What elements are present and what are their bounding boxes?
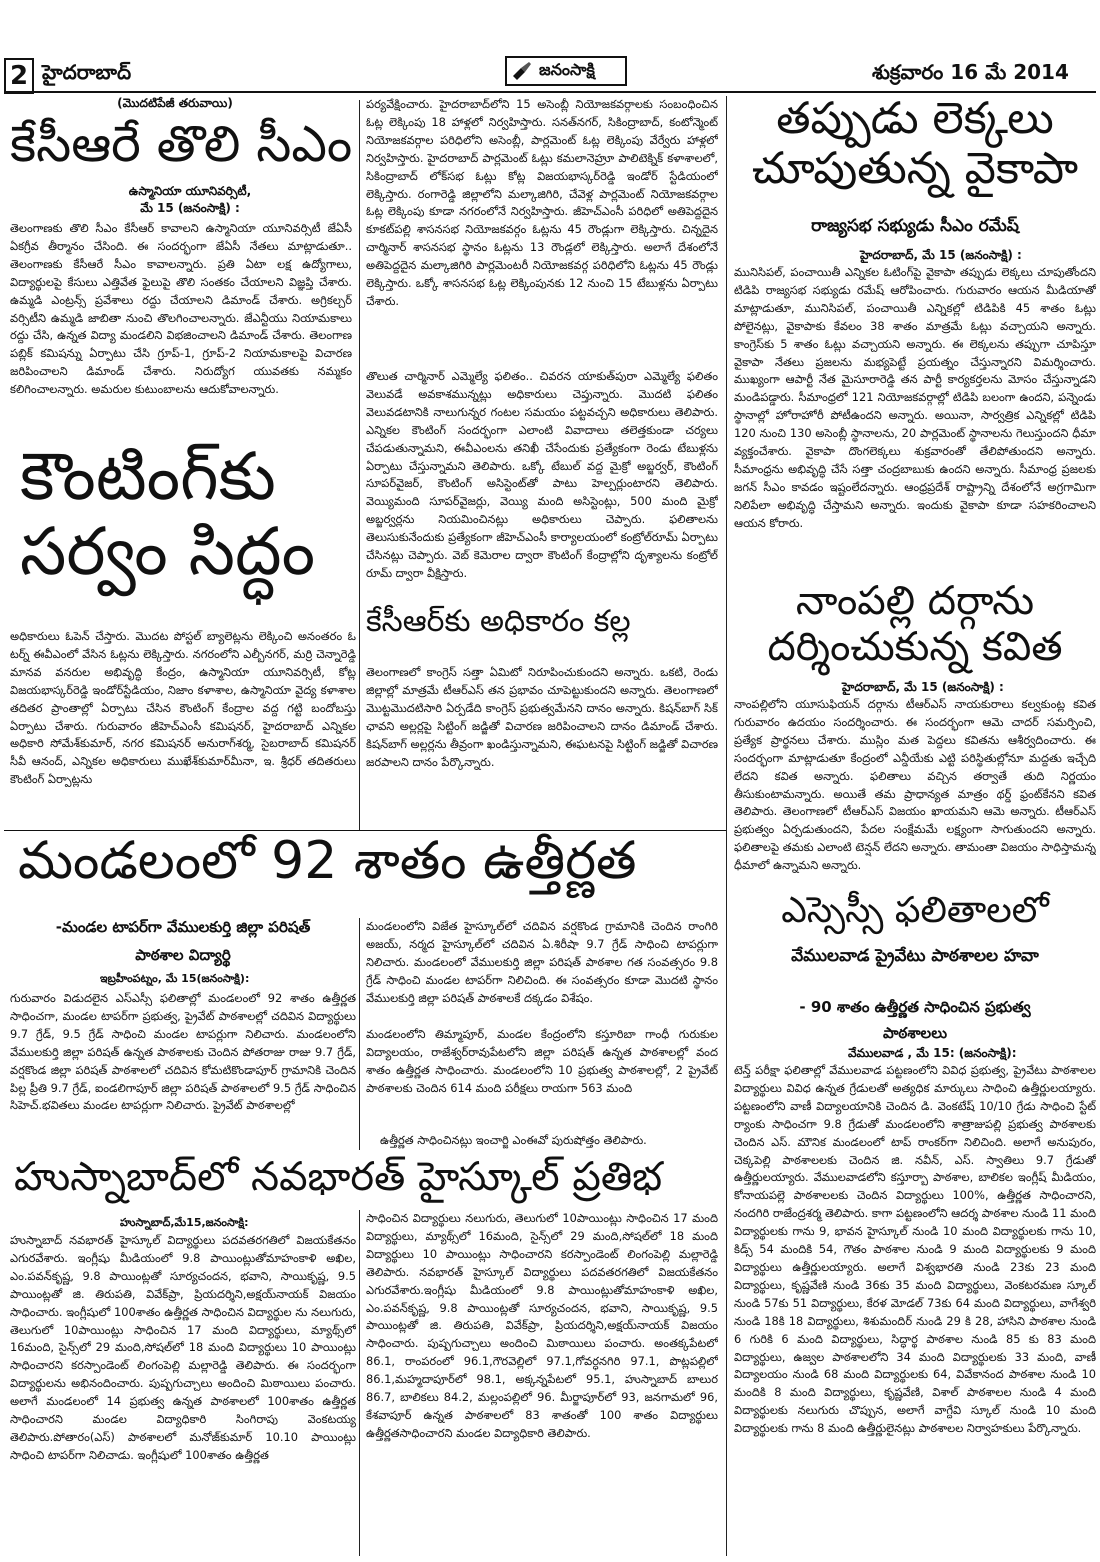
article-body: టెన్త్ పరీక్షా ఫలితాల్లో వేములవాడ పట్టణంలోని వివిధ ప్రభుత్వ, ప్రైవేటు పాఠశాలల విద్యార్థులు వివిధ ఉన్నత గ్రేడులతో అత్యధిక మార్కులు సాధించి ఉత్తీర్ణులయ్యారు. పట్టణంలోని వాణీ విద్యాలయానికి చెందిన డి. వెంకటేష్ 10/10 గ్రేడు సాధించి స్టేట్ ర్యాంకు సాధించగా 9.8 గ్రేడుతో మండలంలోని శాత్రాజుపల్లి ప్రభుత్వ పాఠశాలకు చెందిన ఎస్. మౌనిక మండలంలో టాప్ రాంకర్‌గా నిలిచింది. అలాగే అనుపురం, చెక్కపెల్లి పాఠశాలలకు చెందిన జి. నవీన్, ఎస్. స్వాతిలు 9.7 గ్రేడుతో ఉత్తీర్ణులయ్యారు. వేములవాడలోని కస్తూర్బా పాఠశాల, బాలికల ఇంగ్లీష్ మీడియం, కోనాయపల్లె పాఠశాలలకు చెందిన విద్యార్థులు 100%, ఉత్తీర్ణత సాధించారని, నందగిరి రాజేంద్రశర్మ తెలిపారు. కాగా పట్టణంలోని ఆదర్శ పాఠశాల నుండి 11 మంది విద్యార్థులకు గాను 9, భావన హైస్కూల్ నుండి 10 మంది విద్యార్థులకు గాను 10, కిడ్స్ 54 మందికి 54, గౌతం పాఠశాల నుండి 9 మంది విద్యార్థులకు 9 మంది విద్యార్థులు ఉత్తీర్ణులయ్యారు. అలాగే విశ్వభారతి నుండి 23కు 23 మంది విద్యార్థులు, కృష్ణవేణి నుండి 36కు 35 మంది విద్యార్థులు, వెంకటరమణ స్కూల్ నుండి 57కు 51 విద్యార్థులు, కేరళ మోడల్ 73కు 64 మంది విద్యార్థులు, వాగేశ్వరి నుండి 18కి 18 విద్యార్థులు, శిశుమందిర్ నుండి 29 కి 28, హాసిని పాఠశాల నుండి 6 గురికి 6 మంది విద్యార్థులు, సిద్ధార్థ పాఠశాల నుండి 85 కు 83 మంది విద్యార్థులు, ఉజ్వల పాఠశాలలోని 34 మంది విద్యార్థులకు 33 మంది, వాణీ విద్యాలయం నుండి 68 మంది విద్యార్థులకు 64, వివేకానంద పాఠశాల నుండి 10 మందికి 8 మంది విద్యార్థులు, కృష్ణవేణి, విశాల్ పాఠశాలల నుండి 4 మంది విద్యార్థులకు నలుగురు చొప్పున, అలాగే వాగ్దేవి స్కూల్ నుండి 10 మంది విద్యార్థులకు గాను 8 మంది ఉత్తీర్ణులైనట్లు పాఠశాలల నిర్వాహకులు పేర్కొన్నారు.: [734, 1063, 1096, 1436]
headline-line: నాంపల్లి దర్గాను: [795, 578, 1035, 624]
article-headline: [20, 438, 350, 591]
article-headline: [734, 93, 1096, 195]
column-rule: [359, 100, 360, 830]
article-body: నాంపల్లిలోని యూసుఫియన్ దర్గాను టీఆర్ఎస్ నాయకురాలు కల్వకుంట్ల కవిత గురువారం ఉదయం సందర్శించారు. ఈ సందర్భంగా ఆమె చాదర్ సమర్పించి, ప్రత్యేక ప్రార్థనలు చేశారు. ముస్లిం మత పెద్దలు కవితను ఆశీర్వదించారు. ఈ సందర్భంగా మాట్లాడుతూ కేంద్రంలో ఎన్డీయేకు ఎట్టి పరిస్థితుల్లోనూ మద్దతు ఇచ్చేది లేదని కవిత అన్నారు. ఫలితాలు వచ్చిన తర్వాతే తుది నిర్ణయం తీసుకుంటామన్నారు. అయితే తమ ప్రాధాన్యత మాత్రం థర్డ్ ఫ్రంట్‌కేనని కవిత తెలిపారు. తెలంగాణలో టీఆర్ఎస్ విజయం ఖాయమని ఆమె అన్నారు. టీఆర్ఎస్ ప్రభుత్వం ఏర్పడుతుందని, పేదల సంక్షేమమే లక్ష్యంగా సాగుతుందని అన్నారు. ఫలితాలపై తమకు ఎలాంటి టెన్షన్ లేదని అన్నారు. తామంతా విజయం సాధిస్తామన్న ధీమాలో ఉన్నామని అన్నారు.: [734, 697, 1096, 873]
headline-line: దర్శించుకున్న కవిత: [767, 624, 1063, 670]
article-body: హుస్నాబాద్ నవభారత్ హైస్కూల్ విద్యార్థులు పదవతరగతిలో విజయకేతనం ఎగురవేశారు. ఇంగ్లీషు మీడియంలో 9.8 పాయింట్లుతోమాహంకాళి అఖిల, ఎం.పవన్‌కృష్ణ, 9.8 పాయింట్లతో సూర్యచందన, భవాని, సాయికృష్ణ, 9.5 పాయింట్లతో జి. తిరుపతి, వివేక్‌ప్రా, ప్రియదర్శిని,అక్షయ్‌నాయక్ విజయం సాధించారు. ఇంగ్లీషులో 100శాతం ఉత్తీర్ణత సాధించిన విద్యార్థుల ను నలుగురు, తెలుగులో 10పాయింట్లు సాధించిన 17 మంది విద్యార్థులు, మ్యాథ్స్‌లో 16మంది, సైన్స్‌లో 29 మంది,సోషల్‌లో 18 మంది విద్యార్థులు 10 పాయింట్లు సాధించారని కరస్పాండెంట్ లింగంపెల్లి మల్లారెడ్డి తెలిపారు. ఈ సందర్భంగా విద్యార్థులను అభినందించారు. పుష్పగుచ్చాలు అందించి మిఠాయిలు పంచారు. అలాగే మండలంలో 14 ప్రభుత్వ ఉన్నత పాఠశాలలో 100శాతం ఉత్తీర్ణత సాధించారని మండల విద్యాధికారి సింగిరాపు వెంకటయ్య తెలిపారు.పోతారం(ఎస్) పాఠశాలలో మనోజ్‌కుమార్ 10.10 పాయింట్లు సాధించి టాపర్‌గా నిలిచాడు. ఇంగ్లీషులో 100శాతం ఉత్తీర్ణత: [10, 1233, 356, 1462]
column-rule: [726, 96, 727, 1556]
article-body: ఉత్తీర్ణత సాధించినట్లు ఇంచార్జి ఎంఈవో పురుషోత్తం తెలిపారు.: [380, 1133, 647, 1147]
article-body: తొలుత చార్మినార్ ఎమ్మెల్యే ఫలితం.. చివరన యాకుత్‌పురా ఎమ్మెల్యే ఫలితం వెలువడే అవకాశమున్నట్లు అధికారులు చెప్తున్నారు. మొదటి ఫలితం వెలువడటానికి నాలుగున్నర గంటల సమయం పట్టవచ్చని అధికారులు తెలిపారు. ఎన్నికల కౌంటింగ్ సందర్భంగా ఎలాంటి వివాదాలు తలెత్తకుండా చర్యలు చేపడుతున్నామని, ఈవీఎంలను తనిఖీ చేసేందుకు ప్రత్యేకంగా రెండు టేబుళ్లను ఏర్పాటు చేస్తున్నామని తెలిపారు. ఒక్కో టేబుల్ వద్ద మైక్రో అబ్జర్వర్, కౌంటింగ్ సూపర్‌వైజర్, కౌంటింగ్ అసిస్టెంట్‌తో పాటు హెల్పర్లుంటారని తెలిపారు. వెయ్యిమంది సూపర్‌వైజర్లు, వెయ్యి మంది అసిస్టెంట్లు, 500 మంది మైక్రో అబ్జర్వర్లను నియమించినట్లు అధికారులు చెప్పారు. ఫలితాలను తెలుసుకునేందుకు ప్రత్యేకంగా జీహెచ్ఎంసీ కార్యాలయంలో కంట్రోల్‌రూమ్ ఏర్పాటు చేసినట్లు చెప్పారు. వెబ్ కెమెరాల ద్వారా కౌంటింగ్ కేంద్రాల్లోని దృశ్యాలను కంట్రోల్ రూమ్ ద్వారా వీక్షిస్తారు.: [366, 369, 718, 580]
dateline: హైదరాబాద్, మే 15 (జనంసాక్షి) :: [860, 248, 1022, 262]
subheadline: వేములవాడ ప్రైవేటు పాఠశాలల హవా: [791, 946, 1039, 966]
column-rule: [359, 918, 360, 1150]
subheadline: పాఠశాల విద్యార్థి: [135, 946, 231, 964]
dateline: హైదరాబాద్, మే 15 (జనంసాక్షి) :: [842, 680, 1004, 694]
dateline: హుస్నాబాద్,మే15,జనంసాక్షి:: [120, 1216, 249, 1229]
dateline: [40, 184, 340, 218]
column-rule: [359, 1210, 360, 1556]
headline-text: కేసీఆరే తొలి సీఎం: [10, 115, 353, 173]
article-body: మునిసిపల్, పంచాయితీ ఎన్నికల ఓటింగ్‌పై వైకాపా తప్పుడు లెక్కలు చూపుతోందని టిడిపి రాజ్యసభ సభ్యుడు రమేష్ ఆరోపించారు. గురువారం ఆయన మీడియాతో మాట్లాడుతూ, మునిసిపల్, పంచాయితీ ఎన్నికల్లో టిడిపికి 45 శాతం ఓట్లు పోలైనట్లు, వైకాపాకు కేవలం 38 శాతం మాత్రమే ఓట్లు వచ్చాయని అన్నారు. కాంగ్రెస్‌కు 5 శాతం ఓట్లు వచ్చాయని అన్నారు. ఈ లెక్కలను తప్పుగా చూపిస్తూ వైకాపా నేతలు ప్రజలను మభ్యపెట్టే ప్రయత్నం చేస్తున్నారని విమర్శించారు. ముఖ్యంగా ఆపార్టీ నేత మైసూరారెడ్డి తన పార్టీ కార్యకర్తలను మోసం చేస్తున్నాడని మండిపడ్డారు. సీమాంధ్రలో 121 నియోజకవర్గాల్లో టిడిపి బలంగా ఉందని, పన్నెండు స్థానాల్లో హోరాహోరీ పోటీఉందని అన్నారు. అయినా, సార్వత్రిక ఎన్నికల్లో టిడిపి 120 నుంచి 130 అసెంబ్లీ స్థానాలను, 20 పార్లమెంట్ స్థానాలను గెలుస్తుందని ధీమా వ్యక్తంచేశారు. వైకాపా దొంగలెక్కలు శుక్రవారంతో తేలిపోతుందని అన్నారు. సీమాంధ్రను అభివృద్ధి చేసే సత్తా చంద్రబాబుకు ఉందని అన్నారు. సీమాంధ్ర ప్రజలకు జగన్ సీఎం కావడం ఇష్టంలేదన్నారు. ఆంధ్రప్రదేశ్ రాష్ట్రాన్ని దేశంలోనే అగ్రగామిగా నిలిపేలా అభివృద్ధి చేస్తామని అన్నారు. ఇందుకు వైకాపా కూడా సహకరించాలని ఆయన కోరారు.: [734, 265, 1096, 530]
dateline-line: ఉస్మానియా యూనివర్సిటీ,: [128, 184, 252, 198]
article-headline: [14, 1156, 720, 1198]
article-body: గురువారం విడుదలైన ఎస్ఎస్సీ ఫలితాల్లో మండలంలో 92 శాతం ఉత్తీర్ణత సాధించగా, మండల టాపర్‌గా ప్రభుత్వ, ప్రైవేట్ పాఠశాలల్లో చదివిన విద్యార్థులు 9.7 గ్రేడ్, 9.5 గ్రేడ్ సాధించి మండల టాపర్లుగా నిలిచారు. మండలంలోని వేములకుర్తి జిల్లా పరిషత్ ఉన్నత పాఠశాలకు చెందిన పోతరాజు రాజు 9.7 గ్రేడ్, వర్షకొండ జిల్లా పరిషత్ పాఠశాలలో చదివిన కోమటికొండాపూర్ గ్రామానికి చెందిన పిల్ల ప్రీతి 9.7 గ్రేడ్, ఐండలిగాపూర్ జిల్లా పరిషత్ పాఠశాలలో 9.5 గ్రేడ్ సాధించిన సిహెచ్.భవితలు మండల టాపర్లుగా నిలిచారు. ప్రైవేట్ పాఠశాలల్లో: [10, 991, 356, 1113]
subheadline: - 90 శాతం ఉత్తీర్ణత సాధించిన ప్రభుత్వ: [799, 998, 1031, 1016]
paper-name: జనంసాక్షి: [539, 59, 595, 79]
article-headline: [734, 892, 1096, 930]
article-body: తెలంగాణకు తొలి సీఎం కేసీఆర్ కావాలని ఉస్మానియా యూనివర్సిటీ జేఏసీ ఏకగ్రీవ తీర్మానం చేసింది. ఈ సందర్భంగా జేఏసీ నేతలు మాట్లాడుతూ.. తెలంగాణకు కేసీఆరే సీఎం కావాలన్నారు. ప్రతి ఏటా లక్ష ఉద్యోగాలు, విద్యార్థులపై కేసులు ఎత్తివేత ఫైలుపై తొలి సంతకం చేయాలని విజ్ఞప్తి చేశారు. ఉమ్మడి ఎంట్రన్స్ ప్రవేశాలు రద్దు చేయాలని డిమాండ్ చేశారు. అగ్రికల్చర్ వర్సిటీని ఉమ్మడి జాబితా నుంచి తొలగించాలన్నారు. జేఎన్టీయు నియామకాలు రద్దు చేసి, ఉన్నత విద్యా మండలిని విభజించాలని డిమాండ్ చేశారు. తెలంగాణ పబ్లిక్ కమిషన్ను ఏర్పాటు చేసి గ్రూప్-1, గ్రూప్-2 నియామకాలపై విచారణ జరిపించాలని డిమాండ్ చేశారు. నిరుద్యోగ యువతకు నమ్మకం కలిగించాలన్నారు. అమరుల కుటుంబాలను ఆదుకోవాలన్నారు.: [10, 221, 352, 397]
dateline: ఇబ్రహీంపట్నం, మే 15(జనంసాక్షి):: [100, 972, 250, 985]
headline-text: మండలంలో 92 శాతం ఉత్తీర్ణత: [18, 831, 637, 891]
dateline-line: మే 15 (జనంసాక్షి) :: [140, 201, 240, 215]
hand-pen-icon: [511, 60, 533, 82]
article-body: పర్యవేక్షించారు. హైదరాబాద్‌లోని 15 అసెంబ్లీ నియోజకవర్గాలకు సంబంధించిన ఓట్ల లెక్కింపు 18 హాళ్లలో నిర్వహిస్తారు. సనత్‌నగర్, సికింద్రాబాద్, కంటోన్మెంట్ నియోజకవర్గాల పరిధిలోని అసెంబ్లీ, పార్లమెంట్ ఓట్ల లెక్కింపు వేర్వేరు హాళ్లలో నిర్వహిస్తారు. హైదరాబాద్ పార్లమెంట్ ఓట్లు కమలానెహ్రూ పాలిటెక్నిక్ కళాశాలలో, సికింద్రాబాద్ లోక్‌సభ ఓట్లు కోట్ల విజయభాస్కర్‌రెడ్డి ఇండోర్ స్టేడియంలో లెక్కిస్తారు. రంగారెడ్డి జిల్లాలోని మల్కాజిగిరి, చేవెళ్ల పార్లమెంట్ నియోజకవర్గాల ఓట్ల లెక్కింపు కూడా నగరంలోనే నిర్వహిస్తారు. జీహెచ్ఎంసీ పరిధిలో అతిపెద్దదైన కూకట్‌పల్లి శాసనసభ నియోజకవర్గం ఓట్లను 45 రౌండ్లుగా లెక్కిస్తారు. చిన్నదైన చార్మినార్ శాసనసభ స్థానం ఓట్లను 13 రౌండ్లలో లెక్కిస్తారు. అలాగే దేశంలోనే అతిపెద్దదైన మల్కాజిగిరి పార్లమెంటరీ నియోజకవర్గ పరిధిలోని ఓట్లను 45 రౌండ్లు లెక్కిస్తారు. ఒక్కో శాసనసభ ఓట్ల లెక్కింపునకు 12 నుంచి 15 టేబుళ్లను ఏర్పాటు చేశారు.: [366, 97, 718, 308]
issue-date: శుక్రవారం 16 మే 2014: [872, 60, 1069, 84]
headline-text: కేసీఆర్‌కు అధికారం కల్ల: [366, 604, 631, 639]
article-body: మండలంలోని తిమ్మాపూర్, మండల కేంద్రంలోని కస్తూరిబా గాంధీ గురుకుల విద్యాలయం, రాజేశ్వర్‌రావుపేటలోని జిల్లా పరిషత్ ఉన్నత పాఠశాలల్లో వంద శాతం ఉత్తీర్ణత సాధించారు. మండలంలోని 10 ప్రభుత్వ పాఠశాలల్లో, 2 ప్రైవేట్ పాఠశాలకు చెందిన 614 మంది పరీక్షలు రాయగా 563 మంది: [366, 1027, 718, 1095]
article-body: మండలంలోని విజేత హైస్కూల్‌లో చదివిన వర్షకొండ గ్రామానికి చెందిన రాంగిరి అజయ్, నర్మద హైస్కూల్‌లో చదివిన ఏ.శిరీషా 9.7 గ్రేడ్ సాధించి టాపర్లుగా నిలిచారు. మండలంలో వేములకుర్తి జిల్లా పరిషత్ పాఠశాల గత సంవత్సరం 9.8 గ్రేడ్ సాధించి మండల టాపర్‌గా నిలిచింది. ఈ సంవత్సరం కూడా మొదటి స్థానం వేములకుర్తి జిల్లా పరిషత్ పాఠశాలకే దక్కడం విశేషం.: [366, 919, 718, 1005]
subheadline: -మండల టాపర్‌గా వేములకుర్తి జిల్లా పరిషత్: [55, 918, 311, 936]
article-body: సాధించిన విద్యార్థులు నలుగురు, తెలుగులో 10పాయింట్లు సాధించిన 17 మంది విద్యార్థులు, మ్యాథ్స్‌లో 16మంది, సైన్స్‌లో 29 మంది,సోషల్‌లో 18 మంది విద్యార్థులు 10 పాయింట్లు సాధించారని కరస్పాండెంట్ లింగంపెల్లి మల్లారెడ్డి తెలిపారు. నవభారత్ హైస్కూల్ విద్యార్థులు పదవతరగతిలో విజయకేతనం ఎగురవేశారు.ఇంగ్లీషు మీడియంలో 9.8 పాయింట్లుతోమాహంకాళి అఖిల, ఎం.పవన్‌కృష్ణ, 9.8 పాయింట్లతో సూర్యచందన, భవాని, సాయికృష్ణ, 9.5 పాయింట్లతో జి. తిరుపతి, వివేక్‌ప్రా, ప్రియదర్శిని,అక్షయ్‌నాయక్ విజయం సాధించారు. పుష్పగుచ్చాలు అందించి మిఠాయిలు పంచారు. అంతక్కపేటలో 86.1, రాంపరంలో 96.1,గౌరవెల్లిలో 97.1,గోవర్ధనగిరి 97.1, పొట్లపల్లిలో 86.1,మహ్మదాపూర్‌లో 98.1, అక్కన్నపేటలో 95.1, హుస్నాబాద్ బాలుర 86.7, బాలికలు 84.2, మల్లంపల్లిలో 96. మీర్జాపూర్‌లో 93, జనగామలో 96, కేశవాపూర్ ఉన్నత పాఠశాలలో 83 శాతంతో 100 శాతం విద్యార్థులు ఉత్తీర్ణతసాధించారని మండల విద్యాధికారి తెలిపారు.: [366, 1211, 718, 1440]
headline-line: చూపుతున్న వైకాపా: [751, 143, 1079, 195]
headline-line: సర్వం సిద్ధం: [20, 513, 316, 591]
headline-text: ఎస్సెస్సీ ఫలితాలలో: [781, 890, 1049, 931]
headline-text: హుస్నాబాద్‌లో నవభారత్ హైస్కూల్ ప్రతిభ: [14, 1154, 663, 1200]
edition-label: హైదరాబాద్: [42, 60, 132, 84]
page-number: 2: [4, 58, 34, 94]
article-headline: [734, 580, 1096, 668]
continued-note: (మొదటిపేజీ తరువాయి): [117, 96, 233, 110]
article-body: తెలంగాణలో కాంగ్రెస్ సత్తా ఏమిటో నిరూపించుకుందని అన్నారు. ఒకటి, రెండు జిల్లాల్లో మాత్రమే టీఆర్ఎస్ తన ప్రభావం చూపెట్టుకుందని అన్నారు. తెలంగాణలో మొట్టమొదటిసారి ఏర్పడేది కాంగ్రెస్ ప్రభుత్వమేనని దానం అన్నారు. కిషన్‌బాగ్ సిక్ ఛావని అల్లర్లపై సిట్టింగ్ జడ్జితో విచారణ జరిపించాలని దానం డిమాండ్ చేశారు. కిషన్‌బాగ్ అల్లర్లను తీవ్రంగా ఖండిస్తున్నామని, ఈఘటనపై సిట్టింగ్ జడ్జితో విచారణ జరపాలని దానం పేర్కొన్నారు.: [366, 665, 718, 769]
article-headline: [18, 831, 718, 891]
headline-line: కౌంటింగ్‌కు: [20, 438, 276, 515]
article-headline: [10, 115, 353, 173]
dateline: వేములవాడ , మే 15: (జనంసాక్షి):: [848, 1046, 1017, 1060]
masthead-logo: [505, 56, 627, 86]
article-body: అధికారులు ఓపెన్ చేస్తారు. మొదట పోస్టల్ బ్యాలెట్లను లెక్కించి అనంతరం ఓ టర్న్ ఈవీఎంలో వేసిన ఓట్లను లెక్కిస్తారు. నగరంలోని ఎల్బీనగర్, మర్రి చెన్నారెడ్డి మానవ వనరుల అభివృద్ధి కేంద్రం, ఉస్మానియా యూనివర్సిటీ, కోట్ల విజయభాస్కర్‌రెడ్డి ఇండోర్‌స్టేడియం, నిజాం కళాశాల, ఉస్మానియా వైద్య కళాశాల తదితర ప్రాంతాల్లో ఏర్పాటు చేసిన కౌంటింగ్ కేంద్రాల వద్ద గట్టి బందోబస్తు ఏర్పాటు చేశారు. గురువారం జీహెచ్ఎంసీ కమిషనర్, హైదరాబాద్ ఎన్నికల అధికారి సోమేశ్‌కుమార్, నగర కమిషనర్ అనురాగ్‌శర్మ, సైబరాబాద్ కమిషనర్ సీవీ ఆనంద్, ఎన్నికల అధికారులు ముఖేశ్‌కుమార్‌మీనా, ఇ. శ్రీధర్ తదితరులు కౌంటింగ్ ఏర్పాట్లను: [10, 629, 356, 787]
subheadline: పాఠశాలలు: [882, 1024, 948, 1042]
article-headline: [366, 606, 718, 638]
subheadline: రాజ్యసభ సభ్యుడు సీఎం రమేష్: [811, 216, 1019, 236]
headline-line: తప్పుడు లెక్కలు: [776, 93, 1054, 144]
